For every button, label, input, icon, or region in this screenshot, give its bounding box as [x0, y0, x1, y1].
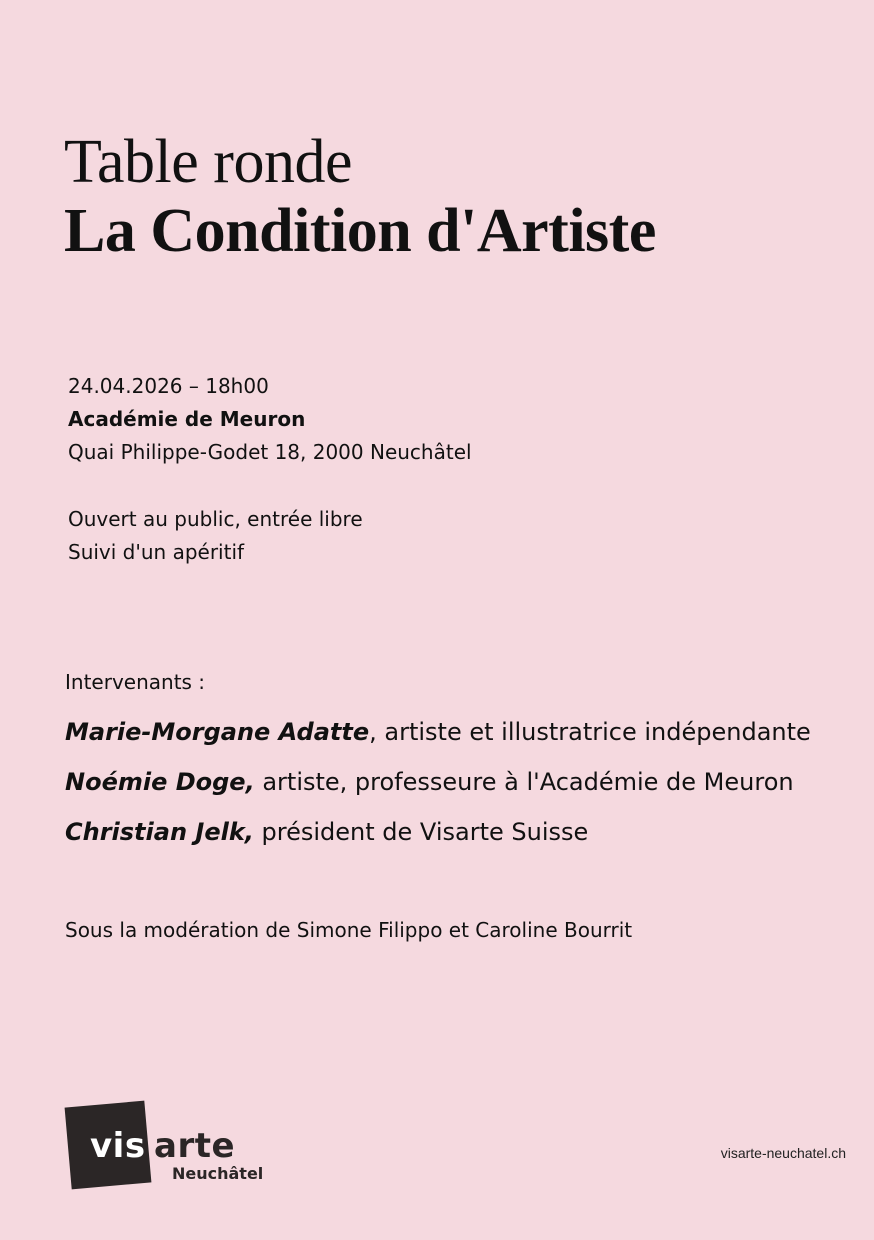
speakers-list [65, 712, 811, 862]
logo-subtitle: Neuchâtel [172, 1164, 264, 1183]
speaker-role: artiste, professeure à l'Académie de Meuron [254, 768, 794, 796]
speaker-name: Marie-Morgane Adatte [65, 718, 370, 746]
speakers-label: Intervenants : [65, 670, 206, 694]
website-link[interactable]: visarte-neuchatel.ch [720, 1145, 846, 1161]
access-info [68, 503, 363, 569]
title-block [64, 130, 656, 264]
visarte-logo [64, 1100, 284, 1195]
access-line-2: Suivi d'un apéritif [68, 540, 245, 564]
speaker-item [65, 762, 811, 812]
event-venue: Académie de Meuron [68, 407, 306, 431]
logo-text-vis: vis [90, 1126, 146, 1166]
speaker-item [65, 712, 811, 762]
moderation-text: Sous la modération de Simone Filippo et Caroline Bourrit [65, 918, 633, 942]
speaker-item [65, 812, 811, 862]
event-address: Quai Philippe-Godet 18, 2000 Neuchâtel [68, 440, 472, 464]
speaker-name: Christian Jelk, [65, 818, 254, 846]
event-datetime: 24.04.2026 – 18h00 [68, 374, 269, 398]
logo-text-arte: arte [154, 1126, 236, 1166]
title-line-1: Table ronde [64, 128, 352, 196]
access-line-1: Ouvert au public, entrée libre [68, 507, 363, 531]
speaker-role: , artiste et illustratrice indépendante [369, 718, 811, 746]
speaker-name: Noémie Doge, [65, 768, 255, 796]
event-info [68, 370, 472, 469]
title-line-2: La Condition d'Artiste [64, 197, 656, 266]
speaker-role: président de Visarte Suisse [253, 818, 589, 846]
